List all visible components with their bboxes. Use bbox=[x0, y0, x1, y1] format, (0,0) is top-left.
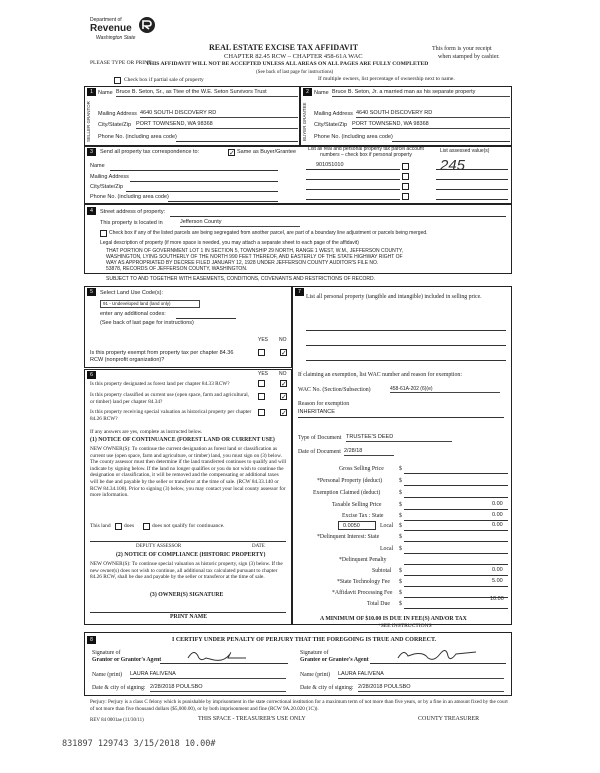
doc-type-label: Type of Document bbox=[298, 435, 342, 441]
grantor-date-label: Date & city of signing: bbox=[92, 685, 146, 691]
legal-line-5: SUBJECT TO AND TOGETHER WITH EASEMENTS, CONDITIONS, COVENANTS AND RESTRICTIONS OF RECORD. bbox=[106, 276, 376, 282]
dollar-sign: $ bbox=[399, 502, 402, 508]
s6-no: NO bbox=[279, 371, 287, 377]
doc-type-value[interactable]: TRUSTEE'S DEED bbox=[346, 435, 452, 442]
legal-desc-label: Legal description of property (if more space is needed, you may attach a separate sheet to each page of the affidavit) bbox=[100, 240, 359, 246]
dollar-sign: $ bbox=[399, 590, 402, 596]
subtotal-value[interactable]: 0.00 bbox=[492, 567, 503, 573]
grantee-name-label: Name (print) bbox=[300, 672, 331, 678]
excise-state-label: Excise Tax : State bbox=[342, 513, 384, 519]
seller-city-value[interactable]: PORT TOWNSEND, WA 98368 bbox=[136, 122, 298, 129]
form-number: REV 84 0001ae (11/30/11) bbox=[90, 718, 144, 723]
partial-sale-label: Check box if partial sale of property bbox=[124, 77, 204, 83]
county-value[interactable]: Jefferson County bbox=[180, 220, 300, 227]
doc-date-value[interactable]: 2/28/18 bbox=[344, 449, 394, 456]
located-label: This property is located in bbox=[100, 220, 163, 226]
section-4-tab: 4 bbox=[87, 207, 96, 215]
buyer-city-value[interactable]: PORT TOWNSEND, WA 98368 bbox=[352, 122, 510, 129]
s5-yes: YES bbox=[258, 337, 269, 343]
tech-fee-label: *State Technology Fee bbox=[337, 579, 390, 585]
grantor-date-value[interactable]: 2/28/2018 POULSBO bbox=[150, 685, 286, 692]
dollar-sign: $ bbox=[399, 579, 402, 585]
logo-mark-icon bbox=[138, 16, 156, 34]
dollar-sign: $ bbox=[399, 490, 402, 496]
gross-label: Gross Selling Price bbox=[339, 466, 384, 472]
exempt-no-checkbox[interactable]: ✓ bbox=[281, 349, 287, 357]
grantee-sig-label-2: Grantee or Grantee's Agent bbox=[300, 657, 369, 663]
section-8-tab: 8 bbox=[87, 636, 96, 644]
section-3-tab: 3 bbox=[87, 148, 96, 156]
s5-see-back: (See back of last page for instructions) bbox=[100, 320, 194, 326]
grantor-sig-label-1: Signature of bbox=[92, 650, 121, 656]
local-rate-field[interactable] bbox=[338, 521, 376, 530]
buyer-city-label: City/State/Zip bbox=[314, 122, 348, 128]
grantor-signature[interactable] bbox=[184, 646, 254, 666]
grantor-name-label: Name (print) bbox=[92, 672, 123, 678]
grantor-name-value[interactable]: LAURA FALIVENA bbox=[130, 672, 286, 679]
logo-state: Washington State bbox=[96, 35, 136, 41]
section-5-tab: 5 bbox=[87, 288, 96, 296]
s6-yes: YES bbox=[258, 371, 269, 377]
q-forest-land: Is this property designated as forest land per chapter 84.33 RCW? bbox=[90, 381, 230, 387]
recording-stamp: 831897 129743 3/15/2018 10.00# bbox=[62, 739, 216, 749]
buyer-mail-label: Mailing Address bbox=[314, 111, 353, 117]
excise-state-value[interactable]: 0.00 bbox=[492, 512, 503, 518]
legal-line-3: WAY AS APPROPRIATED BY DECREE FILED JANUARY 12, 1928 UNDER JEFFERSON COUNTY AUDITOR'S FILE NO. bbox=[106, 260, 379, 266]
notice-continuance-body: NEW OWNER(S): To continue the current designation as forest land or classification as current use (open space, farm and agriculture, or timber) land, you must sign on (3) below. The county assessor must then determine if the land transferred continues to qualify and will indicate by signing below. If the land no longer qualifies or you do not wish to continue the designation or classification, it will be removed and the compensating or additional taxes will be due and payable by the seller or transferor at the time of sale. (RCW 84.33.140 or RCW 84.34.108). Prior to signing (3) below, you may contact your local county assessor for more information. bbox=[90, 446, 287, 499]
personal-prop-checkbox-4[interactable] bbox=[402, 193, 409, 200]
q1-yes-checkbox[interactable] bbox=[258, 380, 265, 387]
same-as-buyer-checkbox[interactable]: ✓ bbox=[229, 149, 235, 157]
seller-city-label: City/State/Zip bbox=[98, 122, 132, 128]
notice-continuance-heading: (1) NOTICE OF CONTINUANCE (FOREST LAND OR CURRENT USE) bbox=[90, 437, 275, 443]
form-see-back: (See back of last page for instructions) bbox=[256, 70, 334, 75]
legal-line-2: WASHINGTON, LYING SOUTHERLY OF THE NORTH 990 FEET THEREOF, AND EASTERLY OF THE STATE HIGHWAY RIGHT OF bbox=[106, 254, 403, 260]
perjury-statement: Perjury: Perjury is a class C felony which is punishable by imprisonment in the state correctional institution for a maximum term of not more than five years, or by a fine in an amount fixed by the court of not more than five thousand dollars ($5,000.00), or by both imprisonment and fine (RCW 9A.20.020 (1C)). bbox=[90, 699, 508, 712]
certify-statement: I CERTIFY UNDER PENALTY OF PERJURY THAT THE FOREGOING IS TRUE AND CORRECT. bbox=[172, 637, 437, 643]
delinq-penalty-label: *Delinquent Penalty bbox=[339, 557, 387, 563]
does-checkbox[interactable] bbox=[115, 523, 122, 530]
q2-yes-checkbox[interactable] bbox=[258, 393, 265, 400]
grantee-sig-label-1: Signature of bbox=[300, 650, 329, 656]
land-use-value: 91 - Undeveloped land (land only) bbox=[103, 301, 171, 306]
section-6-tab: 6 bbox=[87, 371, 96, 379]
see-instructions: *SEE INSTRUCTIONS bbox=[378, 623, 432, 629]
doc-date-label: Date of Document bbox=[298, 449, 341, 455]
receipt-note-2: when stamped by cashier. bbox=[438, 54, 500, 60]
reason-label: Reason for exemption bbox=[298, 401, 350, 407]
logo-revenue: Revenue bbox=[90, 23, 132, 34]
same-as-buyer-label: Same as Buyer/Grantee bbox=[237, 149, 297, 155]
does-label: does bbox=[124, 523, 135, 529]
form-chapter: CHAPTER 82.45 RCW – CHAPTER 458-61A WAC bbox=[224, 53, 363, 60]
dollar-sign: $ bbox=[399, 513, 402, 519]
subtotal-label: Subtotal bbox=[372, 568, 392, 574]
this-land-label: This land bbox=[90, 523, 111, 529]
personal-prop-checkbox-1[interactable] bbox=[402, 163, 409, 170]
seller-mail-label: Mailing Address bbox=[98, 111, 137, 117]
s3-city-label: City/State/Zip bbox=[90, 184, 124, 190]
q1-no-checkbox[interactable]: ✓ bbox=[281, 380, 287, 388]
delinq-local-label: Local bbox=[380, 546, 394, 552]
segregated-label: Check box if any of the listed parcels are being segregated from another parcel, are part of a boundary line adjustment or parcels being merged. bbox=[109, 230, 428, 236]
q2-no-checkbox[interactable]: ✓ bbox=[281, 393, 287, 401]
dor-logo bbox=[90, 16, 160, 46]
land-use-select[interactable] bbox=[100, 300, 200, 308]
section-7-tab: 7 bbox=[295, 288, 304, 296]
print-name-label: PRINT NAME bbox=[170, 614, 208, 620]
s3-mail-label: Mailing Address bbox=[90, 174, 129, 180]
buyer-name-value[interactable]: Bruce B. Seton, Jr. a married man as his separate property bbox=[332, 90, 510, 97]
q3-no-checkbox[interactable]: ✓ bbox=[281, 409, 287, 417]
logo-dept: Department of bbox=[90, 17, 122, 23]
s5-no: NO bbox=[279, 337, 287, 343]
total-due-label: Total Due bbox=[367, 601, 390, 607]
q-historical: Is this property receiving special valuation as historical property per chapter 84.26 RCW? bbox=[90, 409, 252, 422]
land-use-label: Select Land Use Code(s): bbox=[100, 290, 163, 296]
legal-line-1: THAT PORTION OF GOVERNMENT LOT 1 IN SECTION 5, TOWNSHIP 29 NORTH, RANGE 1 WEST, W.M., JEFFERSON COUNTY, bbox=[106, 248, 403, 254]
personal-prop-checkbox-3[interactable] bbox=[402, 183, 409, 190]
segregated-checkbox[interactable] bbox=[100, 230, 107, 237]
does-not-label: does not qualify for continuance. bbox=[152, 523, 225, 529]
does-not-checkbox[interactable] bbox=[143, 523, 150, 530]
wac-value[interactable]: 458-61A-202 (6)(e) bbox=[390, 387, 500, 393]
dollar-sign: $ bbox=[399, 466, 402, 472]
enter-additional-label: enter any additional codes: bbox=[100, 311, 166, 317]
buyer-phone-label: Phone No. (including area code) bbox=[314, 134, 393, 140]
seller-name-label: Name bbox=[98, 90, 113, 96]
partial-sale-checkbox[interactable] bbox=[114, 77, 121, 84]
if-yes-note: If any answers are yes, complete as instructed below. bbox=[90, 429, 203, 435]
q-current-use: Is this property classified as current use (open space, farm and agricultural, or timber) land per chapter 84.34? bbox=[90, 392, 249, 405]
grantee-signature[interactable] bbox=[396, 644, 486, 666]
personal-prop-checkbox-2[interactable] bbox=[402, 173, 409, 180]
dollar-sign: $ bbox=[399, 568, 402, 574]
grantor-sig-label-2: Grantor or Grantor's Agent bbox=[92, 657, 162, 663]
parcel-header: List all real and personal property tax parcel account numbers – check box if personal property bbox=[308, 146, 424, 158]
form-warning: THIS AFFIDAVIT WILL NOT BE ACCEPTED UNLESS ALL AREAS ON ALL PAGES ARE FULLY COMPLETED bbox=[146, 61, 429, 67]
treasurer-use: THIS SPACE - TREASURER'S USE ONLY bbox=[198, 716, 306, 722]
personal-property-label: List all personal property (tangible and intangible) included in selling price. bbox=[306, 294, 482, 300]
minimum-note: A MINIMUM OF $10.00 IS DUE IN FEE(S) AND/OR TAX bbox=[320, 616, 467, 622]
section-1-tab: 1 bbox=[87, 88, 96, 96]
local-value[interactable]: 0.00 bbox=[492, 522, 503, 528]
q3-yes-checkbox[interactable] bbox=[258, 409, 265, 416]
taxable-label: Taxable Selling Price bbox=[332, 502, 382, 508]
grantee-date-value[interactable]: 2/28/2018 POULSBO bbox=[358, 685, 504, 692]
street-address-label: Street address of property: bbox=[100, 209, 166, 215]
exempt-yes-checkbox[interactable] bbox=[258, 349, 265, 356]
parcel-1-value[interactable]: 901051010 bbox=[316, 162, 344, 168]
county-treasurer: COUNTY TREASURER bbox=[418, 716, 480, 722]
exemption-deduct-label: Exemption Claimed (deduct) bbox=[313, 490, 381, 496]
owner-signature-heading: (3) OWNER(S) SIGNATURE bbox=[150, 592, 224, 598]
s3-phone-label: Phone No. (including area code) bbox=[90, 194, 169, 200]
personal-deduct-label: *Personal Property (deduct) bbox=[317, 478, 383, 484]
dollar-sign: $ bbox=[399, 546, 402, 552]
legal-line-4: 53878, RECORDS OF JEFFERSON COUNTY, WASHINGTON. bbox=[106, 266, 248, 272]
exempt-question: Is this property exempt from property tax per chapter 84.36 RCW (nonprofit organization)? bbox=[90, 350, 234, 363]
type-or-print: PLEASE TYPE OR PRINT bbox=[90, 60, 152, 66]
total-due-value[interactable]: 10.00 bbox=[490, 596, 504, 602]
seller-side-label: SELLER GRANTOR bbox=[86, 100, 94, 144]
assessed-header: List assessed value(s) bbox=[440, 148, 490, 154]
multiple-owners-note: If multiple owners, list percentage of ownership next to name. bbox=[318, 76, 455, 82]
receipt-note-1: This form is your receipt bbox=[432, 46, 492, 52]
deputy-assessor-label: DEPUTY ASSESSOR bbox=[136, 544, 182, 549]
seller-phone-label: Phone No. (including area code) bbox=[98, 134, 177, 140]
buyer-name-label: Name bbox=[314, 90, 329, 96]
dollar-sign: $ bbox=[399, 523, 402, 529]
send-to-label: Send all property tax correspondence to: bbox=[100, 149, 200, 155]
buyer-side-label: BUYER GRANTEE bbox=[302, 100, 310, 144]
s3-name-label: Name bbox=[90, 163, 105, 169]
delinq-interest-label: *Delinquent Interest: State bbox=[317, 534, 380, 540]
notice-compliance-heading: (2) NOTICE OF COMPLIANCE (HISTORIC PROPERTY) bbox=[116, 552, 266, 558]
tech-fee-value[interactable]: 5.00 bbox=[492, 578, 503, 584]
assessed-1-value[interactable]: 245 bbox=[440, 157, 466, 174]
dollar-sign: $ bbox=[399, 534, 402, 540]
local-rate-value: 0.0050 bbox=[343, 523, 360, 529]
grantee-date-label: Date & city of signing: bbox=[300, 685, 354, 691]
form-title: REAL ESTATE EXCISE TAX AFFIDAVIT bbox=[209, 43, 359, 52]
wac-label: WAC No. (Section/Subsection) bbox=[298, 387, 371, 393]
buyer-mail-value[interactable]: 4640 SOUTH DISCOVERY RD bbox=[356, 111, 510, 118]
exemption-claim-label: If claiming an exemption, list WAC number and reason for exemption: bbox=[298, 372, 462, 378]
dollar-sign: $ bbox=[399, 601, 402, 607]
reason-value[interactable]: INHERITANCE bbox=[298, 409, 335, 415]
dollar-sign: $ bbox=[399, 478, 402, 484]
grantee-name-value[interactable]: LAURA FALIVENA bbox=[338, 672, 504, 679]
processing-fee-label: *Affidavit Processing Fee bbox=[332, 590, 393, 596]
deputy-date-label: DATE bbox=[252, 544, 265, 549]
seller-name-value[interactable]: Bruce B. Seton, Sr., as Ttee of the W.E. Seton Survivors Trust bbox=[116, 90, 298, 97]
taxable-value[interactable]: 0.00 bbox=[492, 501, 503, 507]
seller-mail-value[interactable]: 4640 SOUTH DISCOVERY RD bbox=[140, 111, 298, 118]
section-2-tab: 2 bbox=[303, 88, 312, 96]
local-label: Local bbox=[380, 523, 394, 529]
notice-compliance-body: NEW OWNER(S): To continue special valuation as historic property, sign (3) below. If the new owner(s) does not wish to continue, all additional tax calculated pursuant to chapter 84.26 RCW, shall be due and payable by the seller or transferor at the time of sale. bbox=[90, 561, 283, 581]
